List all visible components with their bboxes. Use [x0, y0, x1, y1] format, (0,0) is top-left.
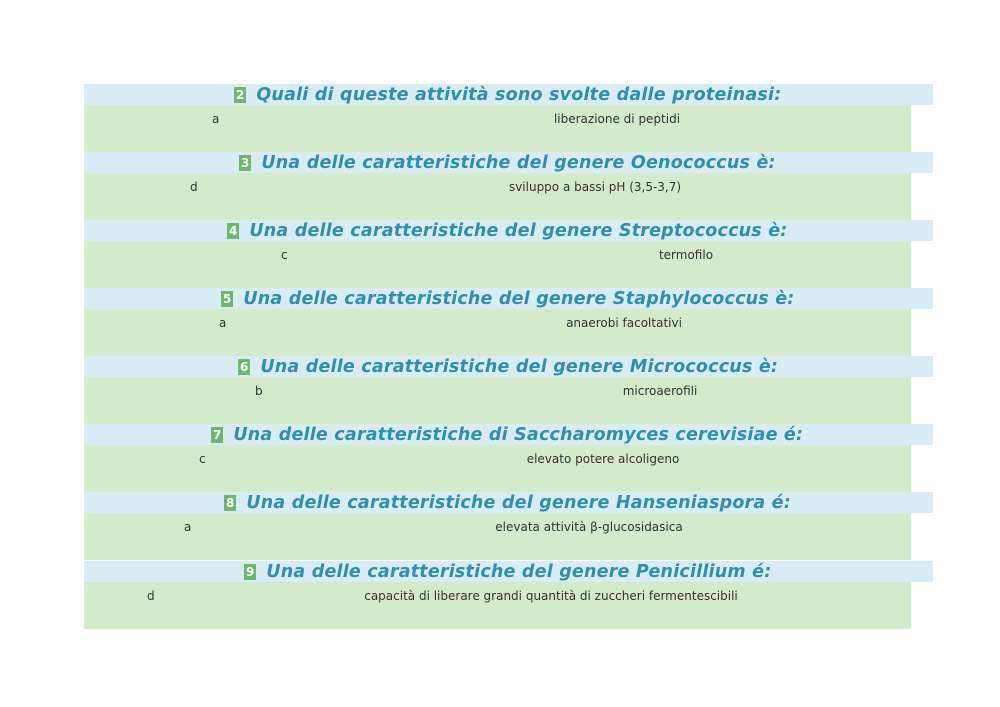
quiz-item: [84, 288, 933, 356]
quiz-item: [84, 561, 933, 629]
answer-text: termofilo: [658, 248, 714, 262]
question-number-badge: 5: [223, 291, 232, 306]
answer-letter: c: [199, 452, 206, 466]
answer-area: [84, 377, 911, 424]
answer-text: anaerobi facoltativi: [566, 316, 682, 330]
answer-area: [84, 445, 911, 492]
question-heading: [211, 424, 803, 445]
question-bar: [84, 84, 933, 105]
question-bar: [84, 220, 933, 241]
question-number-badge: 9: [246, 564, 255, 579]
answer-letter: c: [281, 248, 288, 262]
question-bar: [84, 492, 933, 513]
question-text: Una delle caratteristiche del genere Hanseniaspora é:: [246, 492, 791, 513]
question-heading: [227, 220, 787, 241]
answer-letter: a: [219, 316, 227, 330]
question-text: Una delle caratteristiche del genere Micrococcus è:: [260, 356, 779, 377]
quiz-item: [84, 84, 933, 152]
answer-letter: b: [255, 384, 263, 398]
answer-area: [84, 241, 911, 288]
question-text: Una delle caratteristiche di Saccharomyces cerevisiae é:: [233, 424, 804, 445]
answer-text: microaerofili: [622, 384, 698, 398]
question-text: Una delle caratteristiche del genere Oenococcus è:: [261, 152, 776, 173]
question-number-badge: 6: [240, 359, 249, 374]
quiz-item: [84, 220, 933, 288]
question-heading: [224, 492, 791, 513]
question-heading: [239, 152, 776, 173]
question-bar: [84, 356, 933, 377]
question-bar: [84, 424, 933, 445]
answer-area: [84, 309, 911, 356]
question-number-badge: 3: [241, 155, 250, 170]
quiz-item: [84, 424, 933, 492]
answer-letter: a: [184, 520, 192, 534]
question-number-badge: 2: [236, 87, 245, 102]
question-number-badge: 4: [229, 223, 238, 238]
question-text: Una delle caratteristiche del genere Penicillium é:: [266, 561, 772, 582]
question-number-badge: 8: [226, 495, 235, 510]
answer-area: [84, 105, 911, 152]
question-bar: [84, 561, 933, 582]
answer-letter: d: [147, 589, 155, 603]
answer-text: elevato potere alcoligeno: [526, 452, 680, 466]
quiz-item: [84, 152, 933, 220]
question-heading: [234, 84, 781, 105]
quiz-item: [84, 492, 933, 560]
question-number-badge: 7: [213, 427, 222, 442]
question-heading: [221, 288, 794, 309]
question-text: Una delle caratteristiche del genere Staphylococcus è:: [243, 288, 795, 309]
answer-area: [84, 173, 911, 220]
answer-letter: a: [212, 112, 220, 126]
question-heading: [244, 561, 771, 582]
quiz-item: [84, 356, 933, 424]
question-text: Quali di queste attività sono svolte dalle proteinasi:: [256, 84, 782, 105]
answer-letter: d: [190, 180, 198, 194]
question-text: Una delle caratteristiche del genere Streptococcus è:: [249, 220, 788, 241]
question-bar: [84, 288, 933, 309]
answer-text: sviluppo a bassi pH (3,5-3,7): [508, 180, 682, 194]
answer-text: capacità di liberare grandi quantità di zuccheri fermentescibili: [364, 589, 738, 603]
answer-text: elevata attività β-glucosidasica: [495, 520, 683, 534]
answer-area: [84, 582, 911, 629]
answer-area: [84, 513, 911, 560]
answer-text: liberazione di peptidi: [553, 112, 681, 126]
question-heading: [238, 356, 778, 377]
question-bar: [84, 152, 933, 173]
